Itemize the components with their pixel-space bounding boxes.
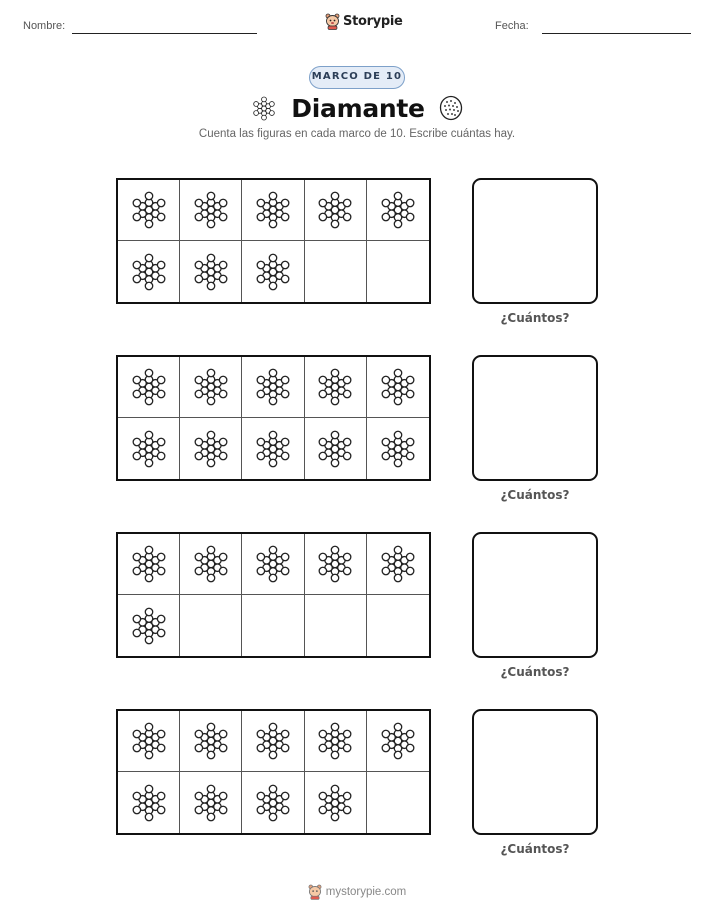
ten-frame-cell <box>242 418 304 479</box>
diamond-cluster-icon <box>191 189 231 231</box>
ten-frame <box>116 532 431 658</box>
diamond-cluster-icon <box>191 366 231 408</box>
diamond-cluster-icon <box>191 720 231 762</box>
diamond-cluster-icon <box>191 251 231 293</box>
how-many-label: ¿Cuántos? <box>500 488 570 502</box>
diamond-cluster-icon <box>129 605 169 647</box>
ten-frame-cell <box>242 241 304 302</box>
instructions: Cuenta las figuras en cada marco de 10. Escribe cuántas hay. <box>198 128 516 140</box>
logo-text: Storypie <box>343 14 403 29</box>
date-label: Fecha: <box>495 20 529 32</box>
ten-frame-cell <box>118 534 180 595</box>
ten-frame-cell <box>180 595 242 656</box>
diamond-cluster-icon <box>129 251 169 293</box>
diamond-cluster-icon <box>315 366 355 408</box>
diamond-cluster-icon <box>191 428 231 470</box>
ten-frame-cell <box>305 357 367 418</box>
ten-frame-cell <box>118 595 180 656</box>
storypie-mascot-icon <box>308 884 322 900</box>
ten-frame-cell <box>180 534 242 595</box>
ten-frame-cell <box>367 595 429 656</box>
how-many-label: ¿Cuántos? <box>500 311 570 325</box>
diamond-cluster-icon <box>191 782 231 824</box>
storypie-mascot-icon <box>325 13 340 30</box>
answer-box[interactable] <box>472 355 598 481</box>
diamond-cluster-icon <box>253 428 293 470</box>
diamond-cluster-icon <box>253 782 293 824</box>
diamond-cluster-icon <box>378 366 418 408</box>
ten-frame-cell <box>367 534 429 595</box>
ten-frame-cell <box>180 241 242 302</box>
ten-frame-cell <box>180 180 242 241</box>
ten-frame-cell <box>367 418 429 479</box>
diamond-cluster-icon <box>378 428 418 470</box>
diamond-cluster-icon <box>129 366 169 408</box>
ten-frame-cell <box>180 711 242 772</box>
diamond-cluster-icon <box>129 189 169 231</box>
ten-frame-cell <box>242 534 304 595</box>
ten-frame-cell <box>367 772 429 833</box>
footer-url: mystorypie.com <box>325 886 407 898</box>
diamond-cluster-icon <box>315 428 355 470</box>
answer-box[interactable] <box>472 178 598 304</box>
diamond-cluster-icon <box>129 782 169 824</box>
ten-frame <box>116 178 431 304</box>
title-row <box>0 92 714 124</box>
ten-frame <box>116 355 431 481</box>
how-many-label: ¿Cuántos? <box>500 665 570 679</box>
ten-frame-cell <box>118 357 180 418</box>
ten-frame-cell <box>305 711 367 772</box>
diamond-cluster-icon <box>253 543 293 585</box>
storypie-logo <box>325 13 403 30</box>
diamond-cluster-icon <box>129 720 169 762</box>
diamond-cluster-icon <box>378 543 418 585</box>
ten-frame-cell <box>305 534 367 595</box>
ten-frame-cell <box>305 180 367 241</box>
ten-frame-cell <box>118 711 180 772</box>
diamond-cluster-icon <box>253 366 293 408</box>
ten-frame-cell <box>242 357 304 418</box>
ten-frame-cell <box>242 711 304 772</box>
name-label: Nombre: <box>23 20 66 32</box>
diamond-cluster-icon <box>253 189 293 231</box>
worksheet-type-badge: MARCO DE 10 <box>309 66 405 89</box>
how-many-label: ¿Cuántos? <box>500 842 570 856</box>
diamond-cluster-icon <box>251 95 277 122</box>
diamond-cluster-icon <box>315 720 355 762</box>
ten-frame-cell <box>180 357 242 418</box>
ten-frame-cell <box>180 772 242 833</box>
ten-frame-cell <box>367 241 429 302</box>
diamond-cluster-icon <box>129 428 169 470</box>
diamond-cluster-icon <box>253 720 293 762</box>
diamond-cluster-icon <box>253 251 293 293</box>
ten-frame-cell <box>242 180 304 241</box>
page-title: Diamante <box>291 93 425 123</box>
name-line[interactable] <box>72 33 257 34</box>
ten-frame-cell <box>118 241 180 302</box>
footer <box>0 884 714 900</box>
diamond-cluster-icon <box>191 543 231 585</box>
diamond-cluster-icon <box>378 189 418 231</box>
ten-frame-cell <box>367 357 429 418</box>
ten-frame-cell <box>305 772 367 833</box>
ten-frame-cell <box>242 595 304 656</box>
ten-frame-cell <box>305 418 367 479</box>
ten-frame-cell <box>242 772 304 833</box>
diamond-cluster-icon <box>129 543 169 585</box>
ten-frame-cell <box>118 180 180 241</box>
diamond-cluster-icon <box>315 782 355 824</box>
diamond-cluster-icon <box>315 543 355 585</box>
ten-frame-cell <box>305 595 367 656</box>
date-line[interactable] <box>542 33 691 34</box>
ten-frame-cell <box>367 180 429 241</box>
ten-frame-cell <box>118 418 180 479</box>
diamond-cluster-icon <box>378 720 418 762</box>
ten-frame-cell <box>305 241 367 302</box>
ten-frame-cell <box>118 772 180 833</box>
diamond-cluster-icon <box>315 189 355 231</box>
ten-frame-cell <box>180 418 242 479</box>
ten-frame <box>116 709 431 835</box>
answer-box[interactable] <box>472 709 598 835</box>
answer-box[interactable] <box>472 532 598 658</box>
ten-frame-cell <box>367 711 429 772</box>
rough-gem-icon <box>439 95 463 121</box>
